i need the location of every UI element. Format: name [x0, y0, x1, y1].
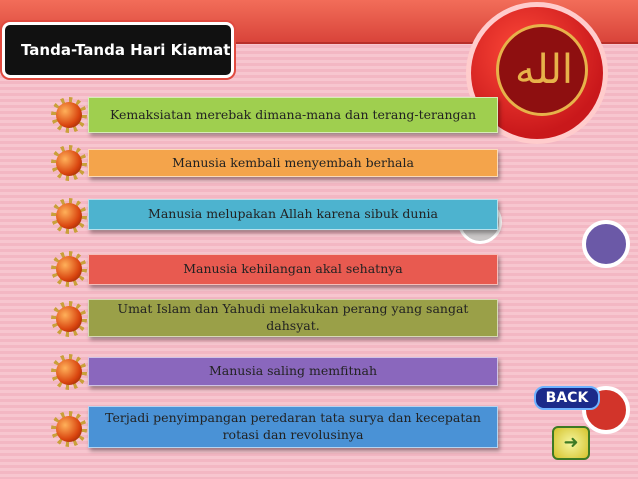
bullet-icon: [56, 256, 82, 282]
bullet-icon: [56, 359, 82, 385]
list-item: Manusia saling memfitnah: [88, 357, 498, 386]
arrow-right-icon: ➜: [563, 432, 579, 453]
bullet-icon: [56, 102, 82, 128]
list-item: Umat Islam dan Yahudi melakukan perang yang sangat dahsyat.: [88, 299, 498, 337]
page-title: Tanda-Tanda Hari Kiamat: [21, 41, 231, 59]
bullet-icon: [56, 306, 82, 332]
list-item: Terjadi penyimpangan peredaran tata surya dan kecepatan rotasi dan revolusinya: [88, 406, 498, 448]
list-item: Manusia melupakan Allah karena sibuk dunia: [88, 199, 498, 230]
decorative-purple-circle: [582, 220, 630, 268]
bullet-icon: [56, 416, 82, 442]
list-item: Kemaksiatan merebak dimana-mana dan terang-terangan: [88, 97, 498, 133]
next-button[interactable]: [552, 426, 590, 460]
list-item: Manusia kehilangan akal sehatnya: [88, 254, 498, 285]
bullet-icon: [56, 150, 82, 176]
bullet-icon: [56, 203, 82, 229]
allah-calligraphy-logo: الله: [515, 47, 573, 93]
back-button[interactable]: BACK: [534, 386, 600, 410]
list-item: Manusia kembali menyembah berhala: [88, 149, 498, 177]
title-box: [2, 22, 234, 78]
